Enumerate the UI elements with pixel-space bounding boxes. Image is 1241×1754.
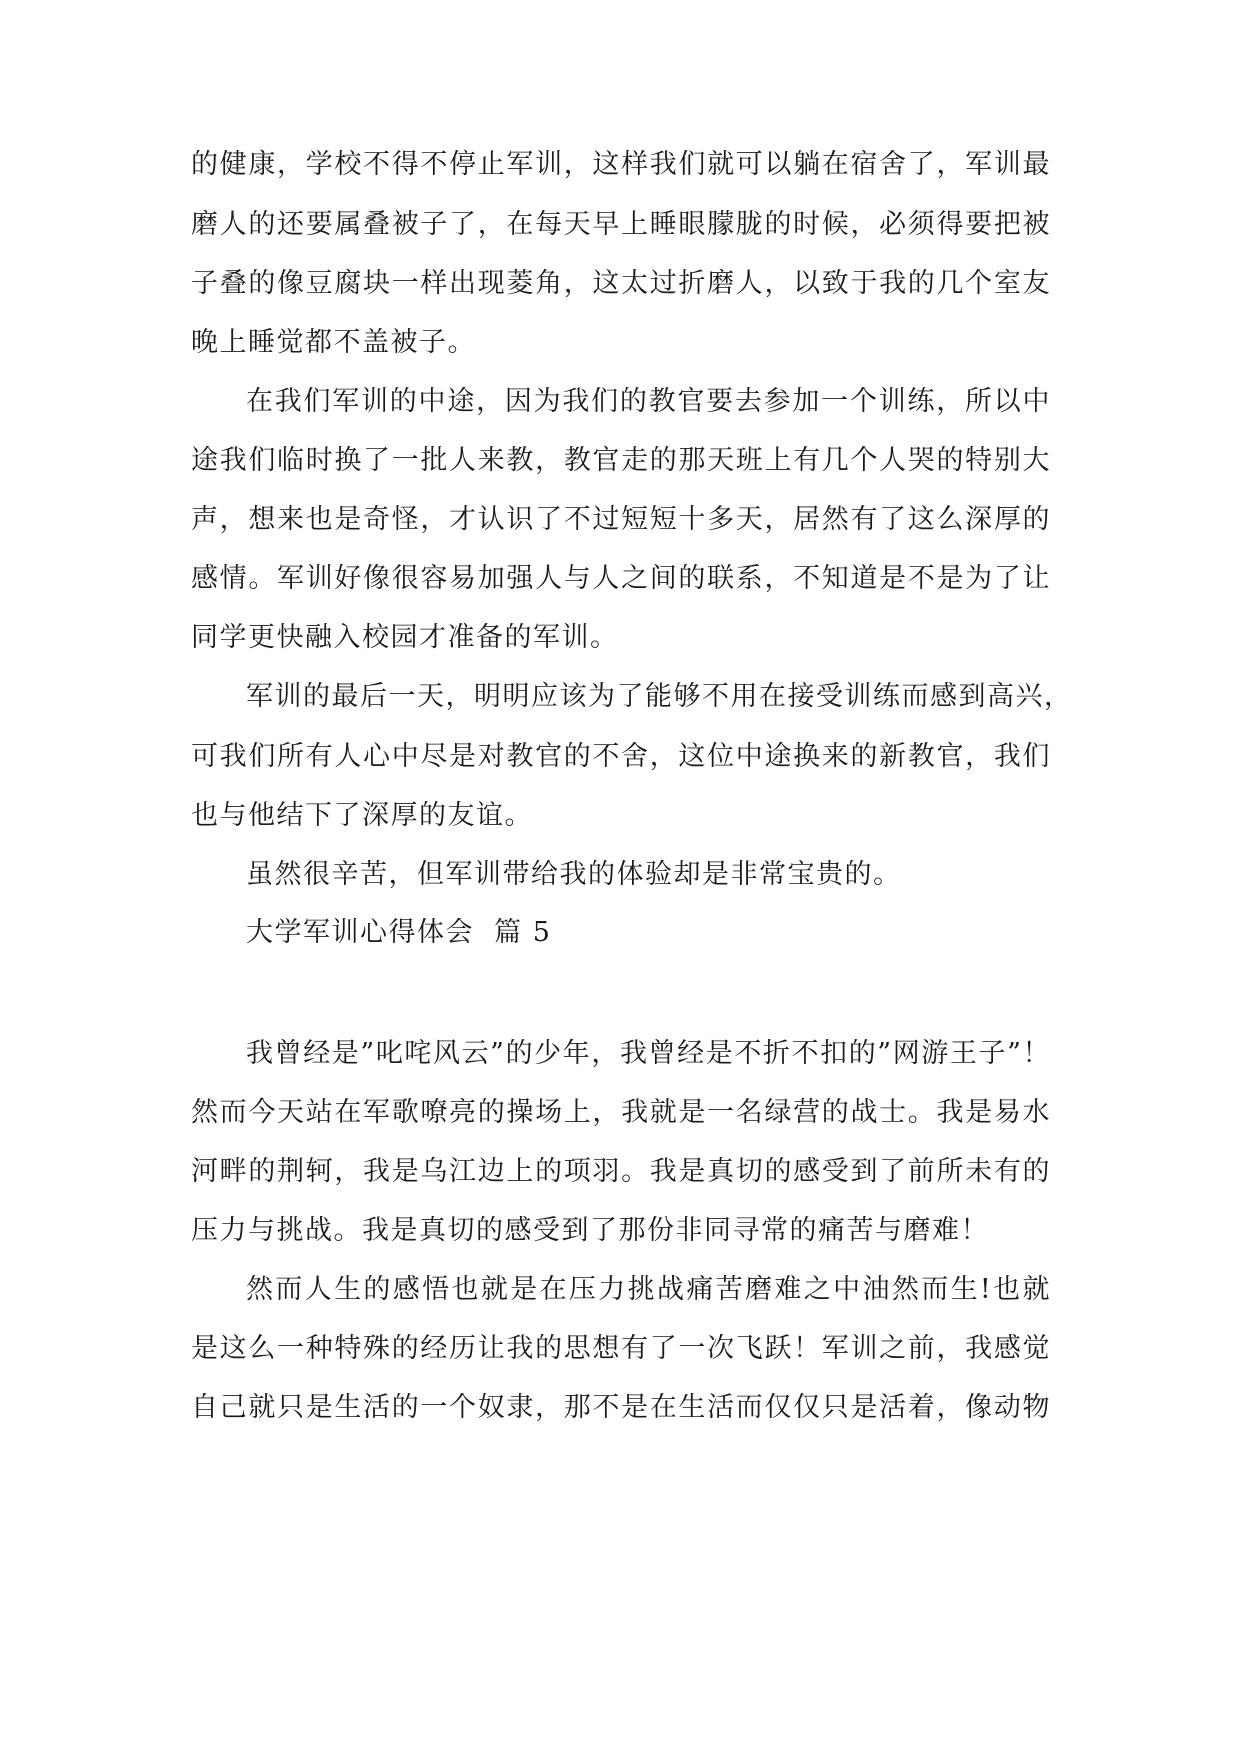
text-line: 的健康，学校不得不停止军训，这样我们就可以躺在宿舍了，军训最	[191, 149, 1051, 180]
text-line: 然而今天站在军歌嘹亮的操场上，我就是一名绿营的战士。我是易水	[191, 1097, 1051, 1128]
text-line: 可我们所有人心中尽是对教官的不舍，这位中途换来的新教官，我们	[191, 741, 1051, 772]
text-line: 途我们临时换了一批人来教，教官走的那天班上有几个人哭的特别大	[191, 445, 1051, 476]
text-line: 子叠的像豆腐块一样出现菱角，这太过折磨人，以致于我的几个室友	[191, 268, 1051, 299]
text-line: 然而人生的感悟也就是在压力挑战痛苦磨难之中油然而生!也就	[246, 1274, 1051, 1305]
text-line: 磨人的还要属叠被子了，在每天早上睡眼朦胧的时候，必须得要把被	[191, 209, 1051, 240]
text-line: 军训的最后一天，明明应该为了能够不用在接受训练而感到高兴，	[246, 681, 1073, 712]
text-line: 也与他结下了深厚的友谊。	[191, 800, 533, 831]
text-line: 我曾经是”叱咤风云”的少年，我曾经是不折不扣的”网游王子”！	[246, 1038, 1051, 1069]
text-line: 虽然很辛苦，但军训带给我的体验却是非常宝贵的。	[246, 859, 902, 890]
text-line: 自己就只是生活的一个奴隶，那不是在生活而仅仅只是活着，像动物	[191, 1392, 1051, 1423]
text-line: 河畔的荆轲，我是乌江边上的项羽。我是真切的感受到了前所未有的	[191, 1156, 1051, 1187]
text-line: 晚上睡觉都不盖被子。	[191, 327, 476, 358]
text-line: 在我们军训的中途，因为我们的教官要去参加一个训练，所以中	[246, 386, 1051, 417]
text-line: 是这么一种特殊的经历让我的思想有了一次飞跃！军训之前，我感觉	[191, 1333, 1051, 1364]
text-line: 同学更快融入校园才准备的军训。	[191, 622, 619, 653]
text-line: 压力与挑战。我是真切的感受到了那份非同寻常的痛苦与磨难！	[191, 1215, 989, 1246]
section-heading: 大学军训心得体会 篇 5	[246, 917, 552, 948]
text-line: 声，想来也是奇怪，才认识了不过短短十多天，居然有了这么深厚的	[191, 504, 1051, 535]
text-line: 感情。军训好像很容易加强人与人之间的联系，不知道是不是为了让	[191, 563, 1051, 594]
